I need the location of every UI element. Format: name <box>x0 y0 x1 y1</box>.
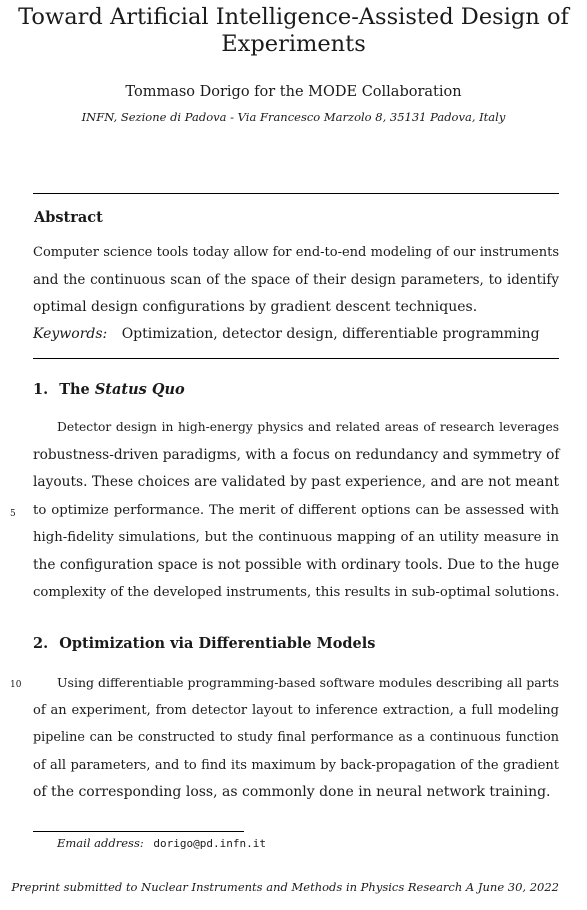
section-2-title: Optimization via Differentiable Models <box>59 635 376 652</box>
line-number-10: 10 <box>10 680 22 690</box>
footnote-rule <box>33 831 244 832</box>
email-label: Email address: <box>57 836 144 850</box>
abstract-line: optimal design configurations by gradient descent techniques. <box>33 299 478 315</box>
keywords-label: Keywords: <box>33 326 108 342</box>
section-2-line: pipeline can be constructed to study final performance as a continuous function <box>33 730 559 745</box>
paper-title <box>0 4 587 58</box>
preprint-footer: Preprint submitted to Nuclear Instruments and Methods in Physics Research A June 30, 2022 <box>11 880 559 894</box>
footnote-email <box>57 836 266 850</box>
section-2-heading <box>33 635 375 652</box>
abstract-bottom-rule <box>33 358 559 359</box>
section-1-line: robustness-driven paradigms, with a focus on redundancy and symmetry of <box>33 446 560 463</box>
section-1-title-italic: Status Quo <box>94 381 185 398</box>
abstract-body <box>33 239 559 322</box>
line-number-5: 5 <box>10 509 16 519</box>
section-2-line: of the corresponding loss, as commonly done in neural network training. <box>33 784 551 800</box>
title-line-1: Toward Artificial Intelligence-Assisted Design of <box>18 4 569 30</box>
section-2-line: Using differentiable programming-based software modules describing all parts <box>57 675 560 690</box>
section-1-body <box>33 414 559 607</box>
section-2-line: of all parameters, and to find its maximum by back-propagation of the gradient <box>33 757 559 773</box>
abstract-heading: Abstract <box>34 209 103 226</box>
section-1-title-pre: The <box>59 381 90 398</box>
section-1-line: high-fidelity simulations, but the continuous mapping of an utility measure in <box>33 530 559 545</box>
section-2-body <box>33 669 559 807</box>
keywords-text: Optimization, detector design, differentiable programming <box>121 326 540 342</box>
abstract-line: Computer science tools today allow for end-to-end modeling of our instruments <box>33 245 559 260</box>
title-line-2: Experiments <box>221 31 366 57</box>
section-1-number: 1. <box>33 381 49 398</box>
section-2-line: of an experiment, from detector layout to inference extraction, a full modeling <box>33 702 559 718</box>
abstract-line: and the continuous scan of the space of their design parameters, to identify <box>33 271 559 288</box>
section-1-line: layouts. These choices are validated by past experience, and are not meant <box>33 474 559 490</box>
section-1-line: the configuration space is not possible with ordinary tools. Due to the huge <box>33 556 560 573</box>
affiliation-line: INFN, Sezione di Padova - Via Francesco Marzolo 8, 35131 Padova, Italy <box>81 110 506 124</box>
keywords-line <box>33 326 540 342</box>
abstract-top-rule <box>33 193 559 194</box>
section-1-line: complexity of the developed instruments, this results in sub-optimal solutions. <box>33 585 560 600</box>
section-2-number: 2. <box>33 635 49 652</box>
author-line: Tommaso Dorigo for the MODE Collaboration <box>125 84 462 100</box>
section-1-line: Detector design in high-energy physics and related areas of research leverages <box>57 420 559 434</box>
section-1-line: to optimize performance. The merit of different options can be assessed with <box>33 502 559 518</box>
email-address: dorigo@pd.infn.it <box>153 837 266 850</box>
section-1-heading <box>33 381 185 398</box>
